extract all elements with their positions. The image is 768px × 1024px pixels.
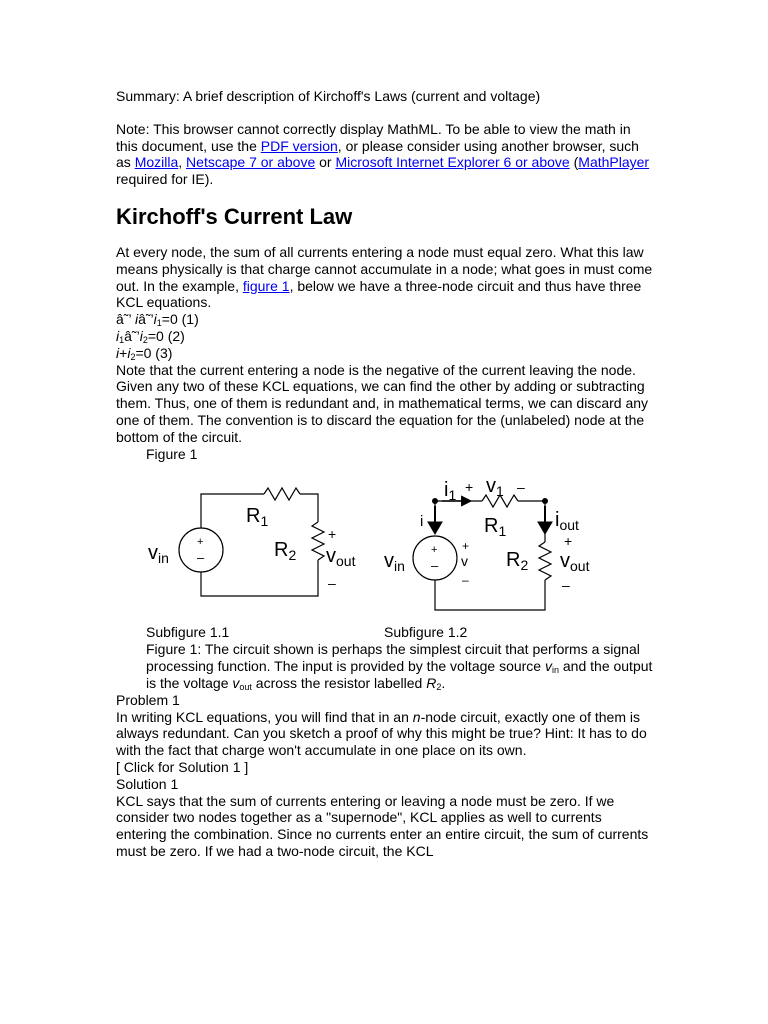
figure-1-link[interactable]: figure 1: [242, 277, 290, 294]
caption-text: Figure 1: The circuit shown is perhaps the simplest circuit that performs a signal processing function. The input is provided by the voltage source: [146, 641, 640, 675]
vout-minus: –: [328, 575, 336, 592]
note-text: required for IE).: [116, 171, 214, 188]
eq-subscript: 1: [119, 334, 125, 345]
note-text: Note: This browser cannot correctly display MathML. To be able to view the math in this document, use the: [116, 120, 631, 154]
summary-text: Summary: A brief description of Kirchoff's Laws (current and voltage): [116, 88, 541, 104]
paragraph-text: , below we have a three-node circuit and thus have three KCL equations.: [116, 277, 642, 311]
eq-rhs: =0 (2): [147, 327, 185, 344]
circuit-diagram-2: [382, 466, 622, 624]
note-text: , or please consider using another browser, such as: [116, 137, 639, 171]
paragraph-text: At every node, the sum of all currents entering a node must equal zero. What this law means physically is that charge cannot accumulate in a node; what goes in must come out. In the example,: [116, 243, 653, 294]
subfigure-2-caption: Subfigure 1.2: [384, 624, 468, 641]
caption-var: v: [544, 658, 552, 675]
subfigure-1-caption: Subfigure 1.1: [146, 624, 230, 641]
caption-var: R: [426, 674, 437, 691]
i1-label: $i_1$: [444, 479, 457, 504]
equation-2: [116, 328, 656, 345]
mozilla-link[interactable]: Mozilla: [134, 154, 179, 171]
circuit-diagram-1: [144, 466, 374, 624]
problem-body: -node circuit, exactly one of them is always redundant. Can you sketch a proof of why this might be true? Hint: It has to do with the fact that charge won't accumulate in one place on its own.: [116, 708, 647, 759]
internet-explorer-link[interactable]: Microsoft Internet Explorer 6 or above: [335, 154, 570, 171]
document-page: [116, 88, 656, 860]
redundancy-paragraph: Given any two of these KCL equations, we can find the other by adding or subtracting them. Thus, one of them is redundant and, in mathematical terms, we can discard any one of them. The convention is to discard the equation for the (unlabeled) node at the bottom of the circuit.: [116, 378, 649, 445]
eq-rhs: =0 (1): [161, 311, 199, 328]
vout-plus: +: [328, 526, 337, 543]
source-plus: +: [431, 544, 438, 557]
solution-title: Solution 1: [116, 775, 179, 792]
note-text: (: [569, 154, 579, 171]
vout-label: $v_{out}$: [326, 545, 356, 570]
source-minus: –: [197, 550, 205, 566]
eq-rhs: =0 (3): [135, 344, 173, 361]
v1-label: $v_1$: [486, 475, 504, 500]
vin-label: $v_{in}$: [384, 550, 405, 575]
equation-3: [116, 345, 656, 362]
problem-title: Problem 1: [116, 691, 180, 708]
i-label: i: [420, 513, 424, 531]
caption-subscript: 2: [436, 681, 442, 692]
problem-var: n: [412, 708, 421, 725]
eq-var: i: [116, 327, 120, 344]
r2-label: $R_2$: [506, 549, 529, 574]
source-plus: +: [197, 536, 204, 549]
netscape-link[interactable]: Netscape 7 or above: [186, 154, 316, 171]
note-text: ,: [178, 154, 187, 171]
eq-symbol: â˜’: [124, 327, 140, 344]
eq-symbol: â˜’: [138, 311, 154, 328]
eq-symbol: +: [119, 344, 128, 361]
solution-toggle[interactable]: [ Click for Solution 1 ]: [116, 758, 249, 775]
caption-text: and the output is the voltage: [146, 658, 653, 691]
source-minus: –: [431, 558, 439, 574]
caption-subscript: out: [239, 681, 252, 692]
v-minus: –: [462, 573, 469, 588]
problem-text: [116, 709, 656, 759]
v-plus: +: [462, 539, 470, 554]
subfigure-captions: [116, 624, 656, 641]
current-sign-note: Note that the current entering a node is the negative of the current leaving the node.: [116, 361, 636, 378]
eq-subscript: 2: [142, 334, 148, 345]
r1-label: $R_1$: [246, 505, 269, 530]
caption-text: .: [441, 674, 446, 691]
mathml-note: [116, 121, 656, 188]
eq-var: i: [139, 327, 143, 344]
figure-caption: [116, 641, 656, 691]
figure-label: Figure 1: [146, 445, 198, 462]
v1-minus: –: [517, 479, 525, 496]
vout-plus: +: [564, 533, 573, 550]
iout-label: $i_{out}$: [555, 509, 579, 534]
section-heading: Kirchoff's Current Law: [116, 203, 353, 229]
eq-symbol: â˜’: [116, 311, 135, 328]
note-text: or: [315, 154, 336, 171]
eq-var: i: [134, 311, 139, 328]
problem-body: In writing KCL equations, you will find that in an: [116, 708, 413, 725]
caption-subscript: in: [551, 665, 559, 676]
r1-label: $R_1$: [484, 515, 507, 540]
r2-label: $R_2$: [274, 539, 297, 564]
vin-label: $v_{in}$: [148, 542, 169, 567]
pdf-version-link[interactable]: PDF version: [260, 137, 338, 154]
eq-var: i: [153, 311, 157, 328]
caption-var: v: [232, 674, 240, 691]
eq-subscript: 1: [156, 318, 162, 329]
figure-1: [116, 466, 656, 624]
solution-text: KCL says that the sum of currents entering or leaving a node must be zero. If we consider two nodes together as a "supernode", KCL applies as well to currents entering the combination. Since no currents enter an entire circuit, the sum of currents must be zero. If we had a two-node circuit, the KCL: [116, 792, 649, 859]
eq-subscript: 2: [130, 351, 136, 362]
eq-var: i: [127, 344, 131, 361]
v-label: v: [461, 553, 468, 570]
eq-var: i: [116, 344, 120, 361]
kcl-paragraph: [116, 244, 656, 311]
vout-label: $v_{out}$: [560, 550, 590, 575]
caption-text: across the resistor labelled: [251, 674, 427, 691]
equation-1: [116, 311, 656, 328]
v1-plus: +: [465, 479, 474, 496]
mathplayer-link[interactable]: MathPlayer: [578, 154, 650, 171]
vout-minus: –: [562, 577, 570, 594]
